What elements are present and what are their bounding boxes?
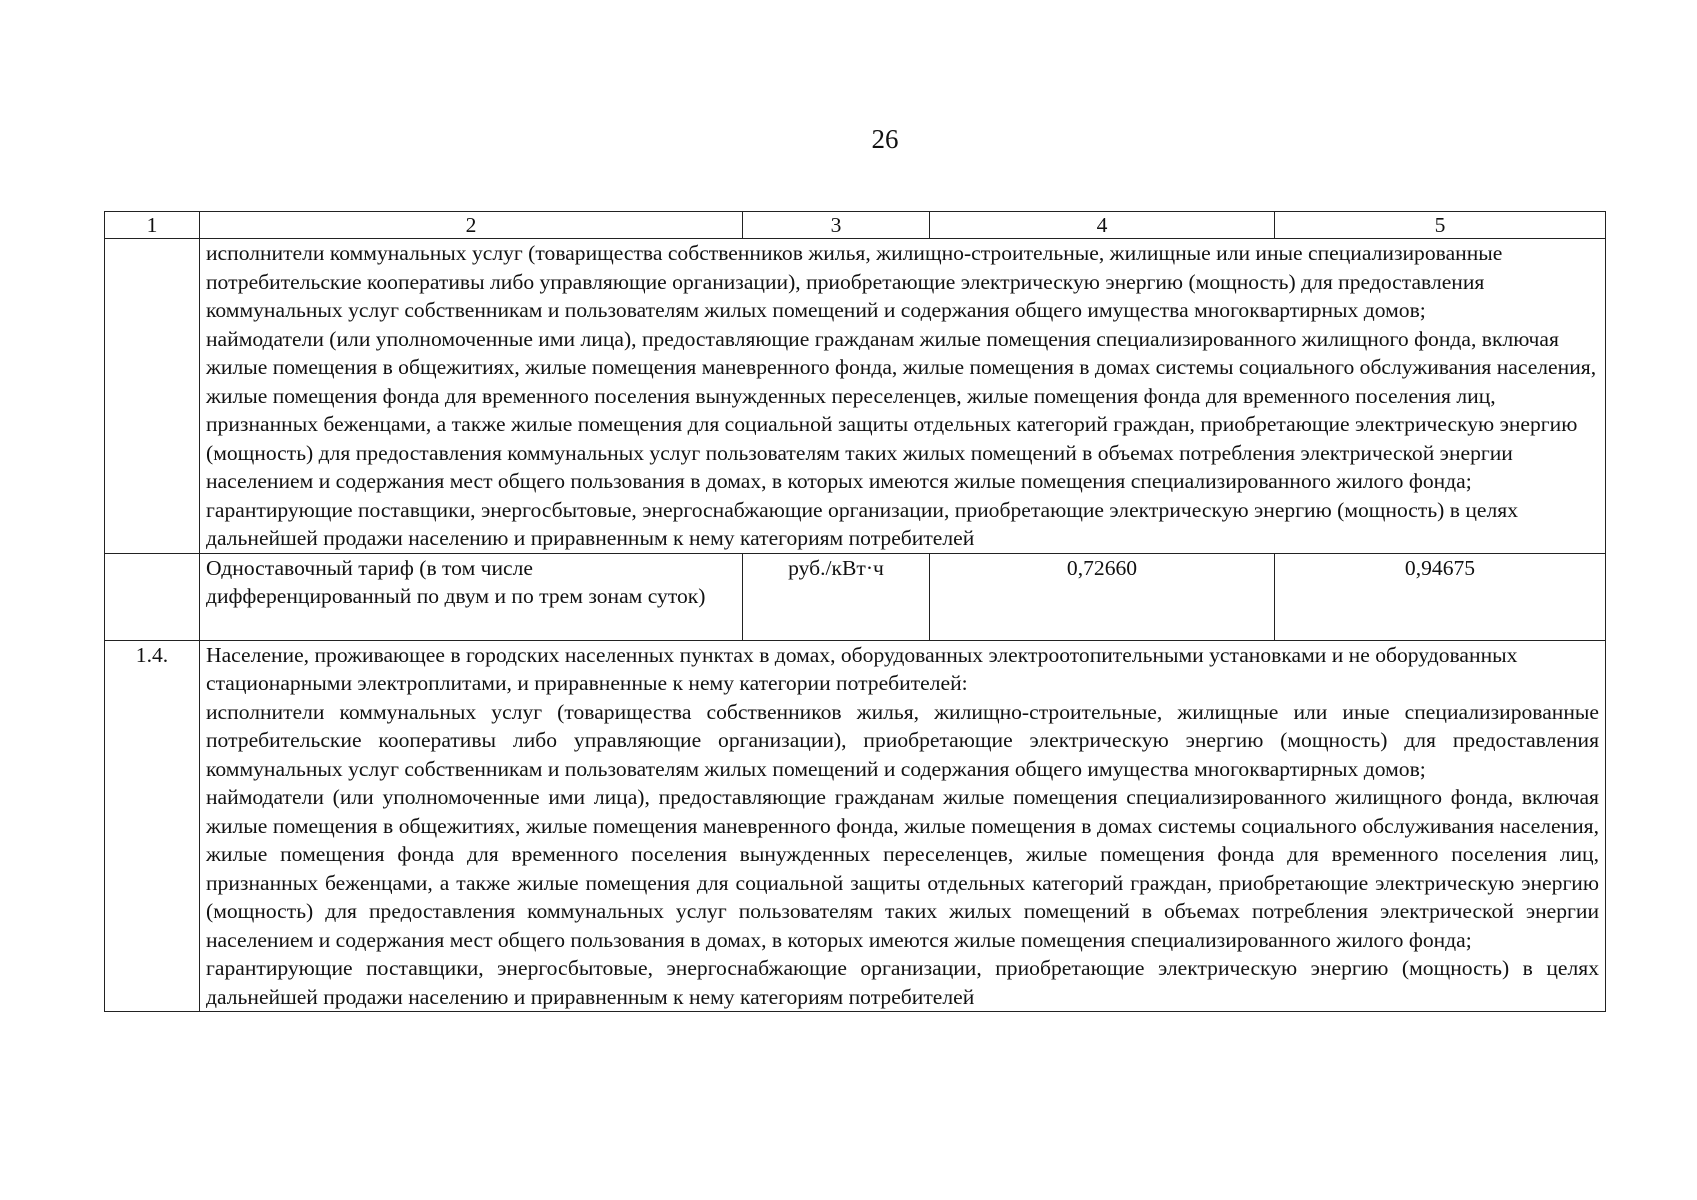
continuation-paragraph-3: гарантирующие поставщики, энергосбытовые, энергоснабжающие организации, приобретающие электрическую энергию (мощность) в целях дальнейшей продажи населению и приравненным к нему категориям потребителей	[206, 497, 1519, 550]
section-1-4-paragraph-2: исполнители коммунальных услуг (товарищества собственников жилья, жилищно-строительные, жилищные или иные специализированные потребительские кооперативы либо управляющие организации), приобретающие электрическую энергию (мощность) для предоставления коммунальных услуг собственникам и пользователям жилых помещений и содержания общего имущества многоквартирных домов;	[206, 699, 1599, 781]
tariff-value-col5: 0,94675	[1275, 553, 1606, 640]
continuation-description	[200, 239, 1606, 554]
column-header-1: 1	[105, 212, 200, 239]
section-1-4-paragraph-3: наймодатели (или уполномоченные ими лица), предоставляющие гражданам жилые помещения специализированного жилищного фонда, включая жилые помещения в общежитиях, жилые помещения маневренного фонда, жилые помещения в домах системы социального обслуживания населения, жилые помещения фонда для временного поселения вынужденных переселенцев, жилые помещения фонда для временного поселения лиц, признанных беженцами, а также жилые помещения для социальной защиты отдельных категорий граждан, приобретающие электрическую энергию (мощность) для предоставления коммунальных услуг пользователям таких жилых помещений в объемах потребления электрической энергии населением и содержания мест общего пользования в домах, в которых имеются жилые помещения специализированного жилого фонда;	[206, 785, 1599, 952]
tariff-row	[105, 553, 1606, 640]
column-header-5: 5	[1275, 212, 1606, 239]
continuation-row	[105, 239, 1606, 554]
continuation-paragraph-1: исполнители коммунальных услуг (товарищества собственников жилья, жилищно-строительные, жилищные или иные специализированные потребительские кооперативы либо управляющие организации), приобретающие электрическую энергию (мощность) для предоставления коммунальных услуг собственникам и пользователям жилых помещений и содержания общего имущества многоквартирных домов;	[206, 241, 1503, 322]
table-header-row	[105, 212, 1606, 239]
section-1-4-description	[200, 640, 1606, 1012]
section-1-4-number: 1.4.	[105, 640, 200, 1012]
tariff-table	[104, 211, 1606, 1012]
page-number: 26	[871, 124, 899, 154]
section-1-4-row	[105, 640, 1606, 1012]
section-1-4-paragraph-1: Население, проживающее в городских населенных пунктах в домах, оборудованных электроотопительными установками и не оборудованных стационарными электроплитами, и приравненные к нему категории потребителей:	[206, 642, 1518, 695]
tariff-row-number-cell	[105, 553, 200, 640]
column-header-3: 3	[743, 212, 930, 239]
tariff-value-col4: 0,72660	[930, 553, 1275, 640]
continuation-row-number	[105, 239, 200, 554]
column-header-4: 4	[930, 212, 1275, 239]
section-1-4-paragraph-4: гарантирующие поставщики, энергосбытовые, энергоснабжающие организации, приобретающие электрическую энергию (мощность) в целях дальнейшей продажи населению и приравненным к нему категориям потребителей	[206, 956, 1599, 1009]
tariff-unit: руб./кВт·ч	[743, 553, 930, 640]
column-header-2: 2	[200, 212, 743, 239]
tariff-name: Одноставочный тариф (в том числе дифференцированный по двум и по трем зонам суток)	[200, 553, 743, 640]
continuation-paragraph-2: наймодатели (или уполномоченные ими лица), предоставляющие гражданам жилые помещения специализированного жилищного фонда, включая жилые помещения в общежитиях, жилые помещения маневренного фонда, жилые помещения в домах системы социального обслуживания населения, жилые помещения фонда для временного поселения вынужденных переселенцев, жилые помещения фонда для временного поселения лиц, признанных беженцами, а также жилые помещения для социальной защиты отдельных категорий граждан, приобретающие электрическую энергию (мощность) для предоставления коммунальных услуг пользователям таких жилых помещений в объемах потребления электрической энергии населением и содержания мест общего пользования в домах, в которых имеются жилые помещения специализированного жилого фонда;	[206, 326, 1597, 493]
